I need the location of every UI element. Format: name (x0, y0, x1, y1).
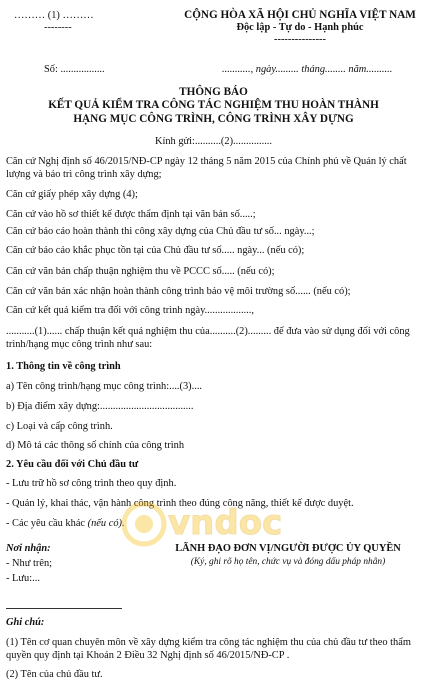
document-number: Số: ................. (44, 64, 105, 75)
signatory-note: (Ký, ghi rõ họ tên, chức vụ và đóng dấu pháp nhân) (190, 557, 386, 567)
basis-item: Căn cứ báo cáo khắc phục tồn tại của Chủ đầu tư số..... ngày... (nếu có); (6, 245, 305, 256)
basis-item: Căn cứ báo cáo hoàn thành thi công xây dựng của Chủ đầu tư số... ngày...; (6, 226, 315, 237)
section-2-item: - Lưu trữ hồ sơ công trình theo quy định. (6, 478, 177, 489)
signatory-title: LÃNH ĐẠO ĐƠN VỊ/NGƯỜI ĐƯỢC ỦY QUYỀN (175, 543, 401, 554)
other-requirements-note: (nếu có). (87, 518, 125, 529)
section-2-heading: 2. Yêu cầu đối với Chủ đầu tư (6, 459, 139, 470)
basis-item: Căn cứ vào hồ sơ thiết kế được thẩm định tại văn bản số.....; (6, 209, 256, 220)
section-2-item: - Quản lý, khai thác, vận hành công trình theo đúng công năng, thiết kế được duyệt. (6, 498, 354, 509)
section-1-heading: 1. Thông tin về công trình (6, 361, 121, 372)
motto-dashes: --------------- (274, 34, 326, 45)
basis-item: Căn cứ văn bản xác nhận hoàn thành công trình bảo vệ môi trường số...... (nếu có); (6, 286, 351, 297)
notes-label: Ghi chú: (6, 617, 45, 628)
recipient-item: - Như trên; (6, 558, 53, 569)
footnote-divider (6, 608, 122, 609)
document-subtitle-2: HẠNG MỤC CÔNG TRÌNH, CÔNG TRÌNH XÂY DỰNG (73, 113, 354, 125)
svg-text:vndoc: vndoc (168, 503, 283, 543)
note-item: (2) Tên của chủ đầu tư. (6, 669, 103, 680)
issue-date: ..........., ngày......... tháng........ năm.......... (222, 64, 393, 75)
basis-item: Căn cứ văn bản chấp thuận nghiệm thu về PCCC số..... (nếu có); (6, 266, 275, 277)
issuer-org: ……… (1) ……… (14, 10, 94, 21)
recipients-label: Nơi nhận: (6, 543, 51, 554)
country-name: CỘNG HÒA XÃ HỘI CHỦ NGHĨA VIỆT NAM (184, 9, 416, 21)
section-1-item: a) Tên công trình/hạng mục công trình:....(3).... (6, 381, 203, 392)
section-1-item: d) Mô tả các thông số chính của công trình (6, 440, 185, 451)
section-1-item: b) Địa điểm xây dựng:.................................... (6, 401, 194, 412)
section-2-item (6, 518, 125, 529)
document-subtitle-1: KẾT QUẢ KIỂM TRA CÔNG TÁC NGHIỆM THU HOÀN THÀNH (48, 99, 379, 111)
recipient-line: Kính gửi:..........(2)............... (154, 136, 273, 147)
basis-item: Căn cứ kết quả kiểm tra đối với công trình ngày.................., (6, 305, 254, 316)
approval-paragraph: ...........(1)...... chấp thuận kết quả nghiệm thu của..........(2)......... để đưa vào sử dụng đối với công trình/hạng mục công trình như sau: (6, 326, 410, 351)
recipient-item: - Lưu:... (6, 573, 40, 584)
issuer-dashes: -------- (44, 22, 72, 33)
national-motto: Độc lập - Tự do - Hạnh phúc (236, 22, 364, 33)
note-item: (1) Tên cơ quan chuyên môn về xây dựng kiểm tra công tác nghiệm thu của chủ đầu tư theo thẩm quyền quy định tại Khoản 2 Điều 32 Nghị định số 46/2015/NĐ-CP . (6, 637, 411, 662)
basis-item: Căn cứ Nghị định số 46/2015/NĐ-CP ngày 12 tháng 5 năm 2015 của Chính phủ về Quản lý chất lượng và bảo trì công trình xây dựng; (6, 156, 407, 181)
other-requirements: - Các yêu cầu khác (6, 518, 86, 529)
section-1-item: c) Loại và cấp công trình. (6, 421, 113, 432)
document-title: THÔNG BÁO (179, 86, 248, 98)
basis-item: Căn cứ giấy phép xây dựng (4); (6, 189, 138, 200)
